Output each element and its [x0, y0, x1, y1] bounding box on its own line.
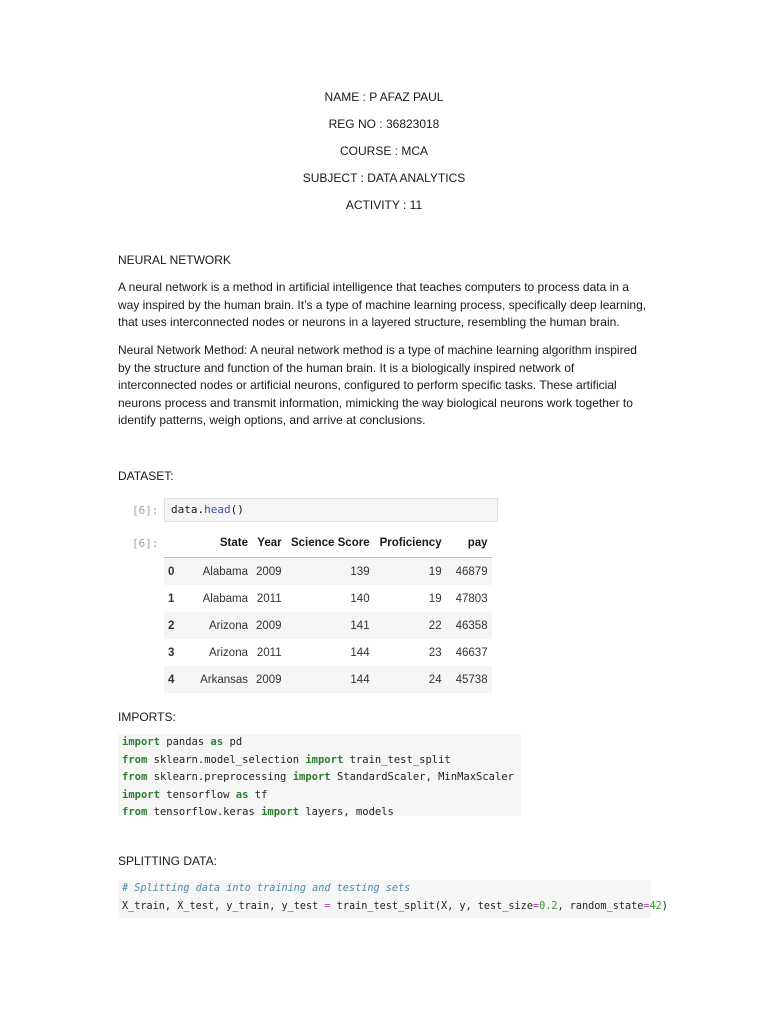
input-prompt: [6]:: [132, 504, 159, 517]
code-comment: # Splitting data into training and testing sets: [122, 883, 411, 894]
cell-state: Arizona: [209, 646, 248, 659]
code-line: X_train, X_test, y_train, y_test = train_test_split(X, y, test_size=0.2, random_state=42): [122, 900, 668, 912]
code-object: data.: [171, 503, 205, 516]
splitting-heading: SPLITTING DATA:: [118, 854, 217, 868]
code-line: import tensorflow as tf: [122, 788, 268, 801]
table-row: [164, 639, 492, 666]
splitting-code-block: [118, 880, 668, 918]
cell-proficiency: 24: [428, 673, 442, 686]
cell-pay: 47803: [455, 592, 488, 605]
neural-network-paragraph-1: A neural network is a method in artificial intelligence that teaches computers to process data in a way inspired by the human brain. It’s a type of machine learning process, specifically deep learning, that uses interconnected nodes or neurons in a layered structure, resembling the human brain.: [118, 280, 647, 329]
cell-science-score: 144: [350, 673, 370, 686]
cell-state: Alabama: [202, 592, 248, 605]
cell-pay: 46637: [455, 646, 488, 659]
dataframe-table: [164, 529, 492, 693]
cell-science-score: 141: [350, 619, 370, 632]
cell-pay: 46358: [455, 619, 488, 632]
column-header: pay: [467, 537, 488, 549]
registration-number: REG NO : 36823018: [328, 117, 440, 131]
cell-state: Alabama: [202, 565, 248, 578]
index-header: [164, 529, 186, 558]
cell-year: 2009: [256, 565, 282, 578]
cell-state: Arkansas: [200, 673, 248, 686]
table-row: [164, 666, 492, 693]
row-index: 4: [168, 673, 175, 686]
cell-science-score: 144: [350, 646, 370, 659]
cell-proficiency: 19: [428, 592, 442, 605]
code-function: head: [204, 503, 231, 516]
cell-science-score: 140: [350, 592, 370, 605]
cell-year: 2011: [256, 592, 282, 605]
imports-heading: IMPORTS:: [118, 710, 176, 724]
column-header: Proficiency: [379, 537, 442, 549]
cell-pay: 46879: [455, 565, 488, 578]
notebook-cell: [118, 495, 500, 695]
code-line: from tensorflow.keras import layers, models: [122, 806, 394, 818]
student-name: NAME : P AFAZ PAUL: [324, 90, 444, 104]
cell-proficiency: 23: [428, 646, 442, 659]
column-header: Science Score: [290, 537, 370, 549]
row-index: 3: [168, 646, 175, 659]
output-prompt: [6]:: [132, 537, 159, 550]
column-header: State: [219, 537, 248, 549]
code-args: (): [230, 503, 244, 516]
code-line: import pandas as pd: [122, 736, 243, 748]
code-input[interactable]: [164, 498, 498, 522]
cell-proficiency: 22: [428, 619, 442, 632]
cell-pay: 45738: [455, 673, 488, 686]
cell-year: 2009: [256, 673, 282, 686]
cell-year: 2011: [256, 646, 282, 659]
row-index: 0: [168, 565, 175, 578]
cell-science-score: 139: [350, 565, 370, 578]
neural-network-paragraph-2: Neural Network Method: A neural network method is a type of machine learning algorithm inspired by the structure and function of the human brain. It is a biologically inspired network of interconnected nodes or artificial neurons, configured to perform specific tasks. These artificial neurons process and transmit information, mimicking the way biological neurons work together to identify patterns, weigh options, and arrive at conclusions.: [118, 343, 637, 427]
row-index: 2: [168, 619, 175, 632]
code-line: from sklearn.preprocessing import StandardScaler, MinMaxScaler: [122, 771, 514, 783]
cell-state: Arizona: [209, 619, 248, 632]
table-row: [164, 585, 492, 612]
code-line: from sklearn.model_selection import train_test_split: [122, 753, 451, 766]
course: COURSE : MCA: [339, 144, 428, 158]
table-row: [164, 558, 492, 586]
imports-code-block: [118, 734, 521, 816]
cell-proficiency: 19: [428, 565, 442, 578]
table-header-row: [164, 529, 492, 558]
table-row: [164, 612, 492, 639]
neural-network-heading: NEURAL NETWORK: [118, 253, 231, 267]
cell-year: 2009: [256, 619, 282, 632]
subject: SUBJECT : DATA ANALYTICS: [302, 171, 466, 185]
dataset-heading: DATASET:: [118, 469, 174, 483]
row-index: 1: [168, 592, 175, 605]
column-header: Year: [257, 537, 282, 549]
activity: ACTIVITY : 11: [345, 198, 423, 212]
